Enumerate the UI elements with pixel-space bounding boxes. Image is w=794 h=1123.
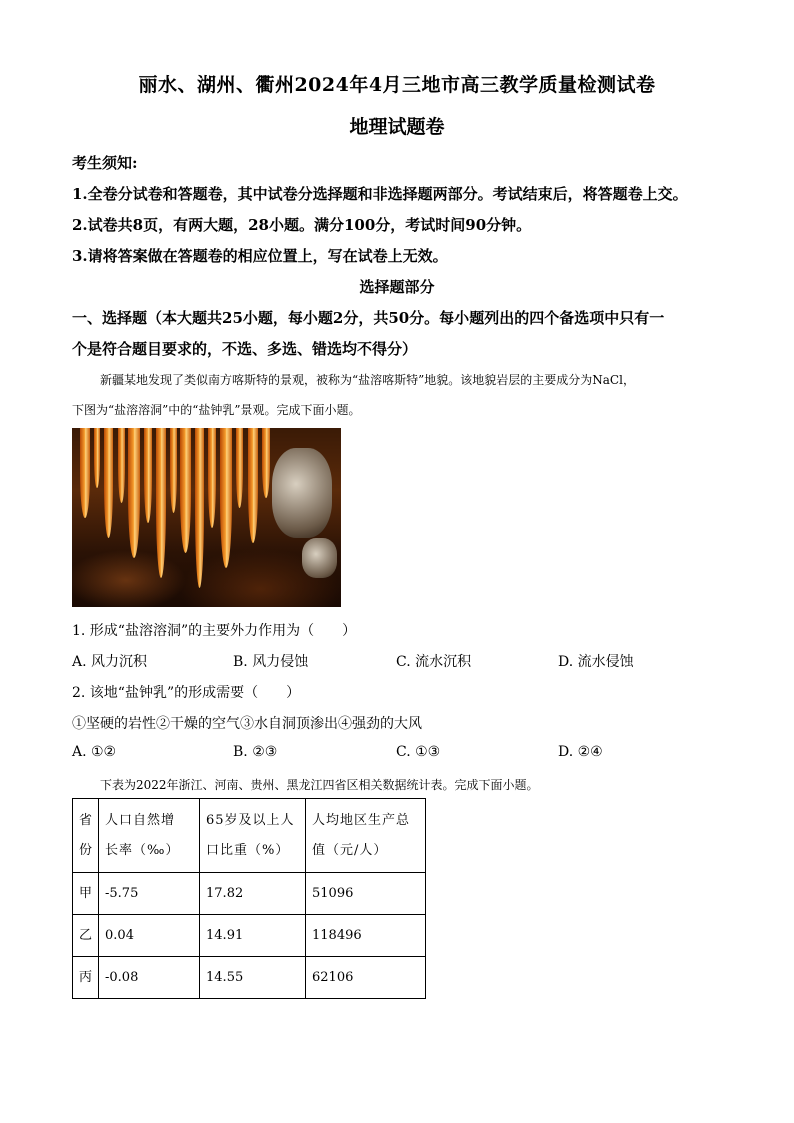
header-province-a: 省 (79, 812, 93, 828)
notice-heading: 考生须知: (72, 154, 138, 172)
row-province: 甲 (73, 873, 99, 915)
q2-option-c[interactable]: C. ①③ (396, 744, 441, 760)
section-instruction-line2: 个是符合题目要求的，不选、多选、错选均不得分） (72, 340, 418, 358)
header-aged-a: 65岁及以上人 (206, 812, 295, 828)
row-province: 乙 (73, 915, 99, 957)
passage1-line2: 下图为“盐溶溶洞”中的“盐钟乳”景观。完成下面小题。 (72, 403, 361, 417)
q1-option-c[interactable]: C. 流水沉积 (396, 654, 472, 670)
q1-option-b[interactable]: B. 风力侵蚀 (233, 654, 309, 670)
header-province-b: 份 (79, 842, 93, 858)
province-data-table (72, 798, 426, 999)
row-province: 丙 (73, 957, 99, 999)
q1-stem: 1. 形成“盐溶溶洞”的主要外力作用为（ ） (72, 623, 357, 639)
row-aged: 17.82 (200, 873, 306, 915)
table-row (73, 957, 426, 999)
q2-stem: 2. 该地“盐钟乳”的形成需要（ ） (72, 685, 301, 701)
passage1-line1: 新疆某地发现了类似南方喀斯特的景观，被称为“盐溶喀斯特”地貌。该地貌岩层的主要成分为NaCl， (100, 373, 635, 387)
header-growth-a: 人口自然增 (105, 812, 176, 828)
header-gdp-b: 值（元/人） (312, 842, 388, 858)
row-growth: 0.04 (99, 915, 200, 957)
header-aged-b: 口比重（%） (206, 842, 290, 858)
row-gdp: 51096 (306, 873, 426, 915)
exam-subtitle: 地理试题卷 (349, 116, 445, 138)
notice-item-3: 3.请将答案做在答题卷的相应位置上，写在试卷上无效。 (72, 247, 448, 265)
row-aged: 14.55 (200, 957, 306, 999)
notice-item-1: 1.全卷分试卷和答题卷，其中试卷分选择题和非选择题两部分。考试结束后，将答题卷上交。 (72, 185, 688, 203)
q1-option-d[interactable]: D. 流水侵蚀 (558, 654, 634, 670)
row-growth: -5.75 (99, 873, 200, 915)
exam-title: 丽水、湖州、衢州2024年4月三地市高三教学质量检测试卷 (138, 74, 656, 96)
table-row (73, 915, 426, 957)
q2-option-d[interactable]: D. ②④ (558, 744, 603, 760)
q2-option-b[interactable]: B. ②③ (233, 744, 278, 760)
header-growth-b: 长率（‰） (105, 842, 180, 858)
table-row (73, 873, 426, 915)
salt-stalactite-photo (72, 428, 341, 607)
row-gdp: 62106 (306, 957, 426, 999)
q1-option-a[interactable]: A. 风力沉积 (72, 654, 148, 670)
header-gdp-a: 人均地区生产总 (312, 812, 411, 828)
row-growth: -0.08 (99, 957, 200, 999)
passage2-line1: 下表为2022年浙江、河南、贵州、黑龙江四省区相关数据统计表。完成下面小题。 (100, 778, 539, 792)
q2-conditions: ①坚硬的岩性②干燥的空气③水自洞顶渗出④强劲的大风 (72, 716, 422, 732)
row-aged: 14.91 (200, 915, 306, 957)
q2-option-a[interactable]: A. ①② (72, 744, 117, 760)
section-instruction-line1: 一、选择题（本大题共25小题，每小题2分，共50分。每小题列出的四个备选项中只有一 (72, 309, 665, 327)
row-gdp: 118496 (306, 915, 426, 957)
section-title: 选择题部分 (359, 278, 435, 296)
notice-item-2: 2.试卷共8页，有两大题，28小题。满分100分，考试时间90分钟。 (72, 216, 532, 234)
table-header-row (73, 799, 426, 873)
